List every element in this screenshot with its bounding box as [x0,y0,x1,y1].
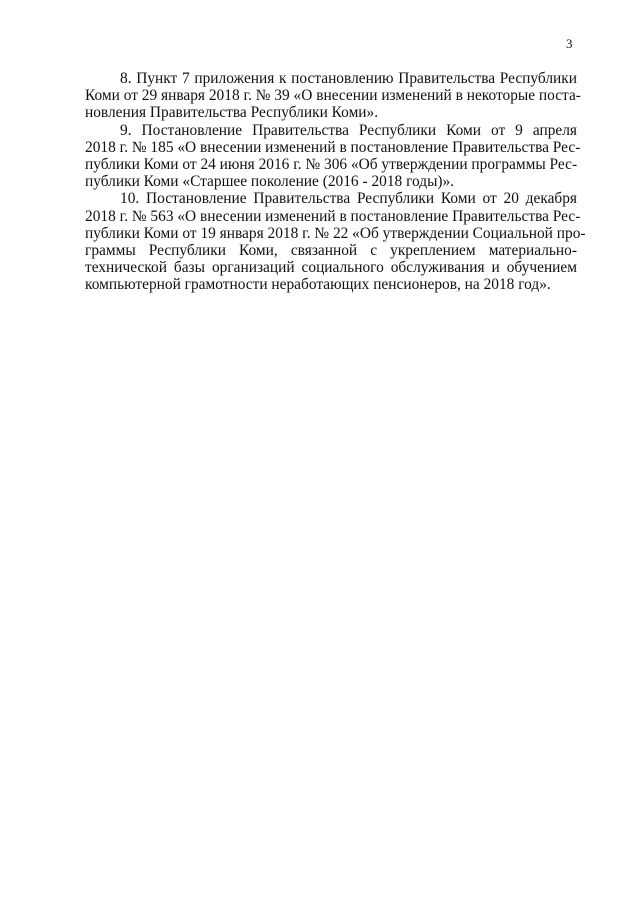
paragraph-item-8 [85,70,581,122]
text-line: 2018 г. № 563 «О внесении изменений в постановление Правительства Рес- [85,207,581,225]
text-line: новления Правительства Республики Коми». [85,104,379,122]
paragraph-item-9 [85,121,581,191]
text-line: 2018 г. № 185 «О внесении изменений в постановление Правительства Рес- [85,138,581,156]
page-number: 3 [566,36,573,51]
text-line: 10. Постановление Правительства Республики Коми от 20 декабря [120,190,577,208]
text-line: 9. Постановление Правительства Республики Коми от 9 апреля [120,121,577,139]
text-line: публики Коми от 19 января 2018 г. № 22 «Об утверждении Социальной про- [85,224,586,242]
text-line: компьютерной грамотности неработающих пенсионеров, на 2018 год». [85,276,551,294]
text-line: публики Коми от 24 июня 2016 г. № 306 «Об утверждении программы Рес- [85,155,578,173]
text-line: граммы Республики Коми, связанной с укреплением материально- [85,241,577,259]
text-line: публики Коми «Старшее поколение (2016 - 2018 годы)». [85,173,455,191]
paragraph-item-10 [85,190,586,294]
text-line: технической базы организаций социального обслуживания и обучением [85,259,577,277]
document-body [85,70,586,294]
text-line: Коми от 29 января 2018 г. № 39 «О внесении изменений в некоторые поста- [85,87,581,105]
text-line: 8. Пункт 7 приложения к постановлению Правительства Республики [120,70,577,87]
